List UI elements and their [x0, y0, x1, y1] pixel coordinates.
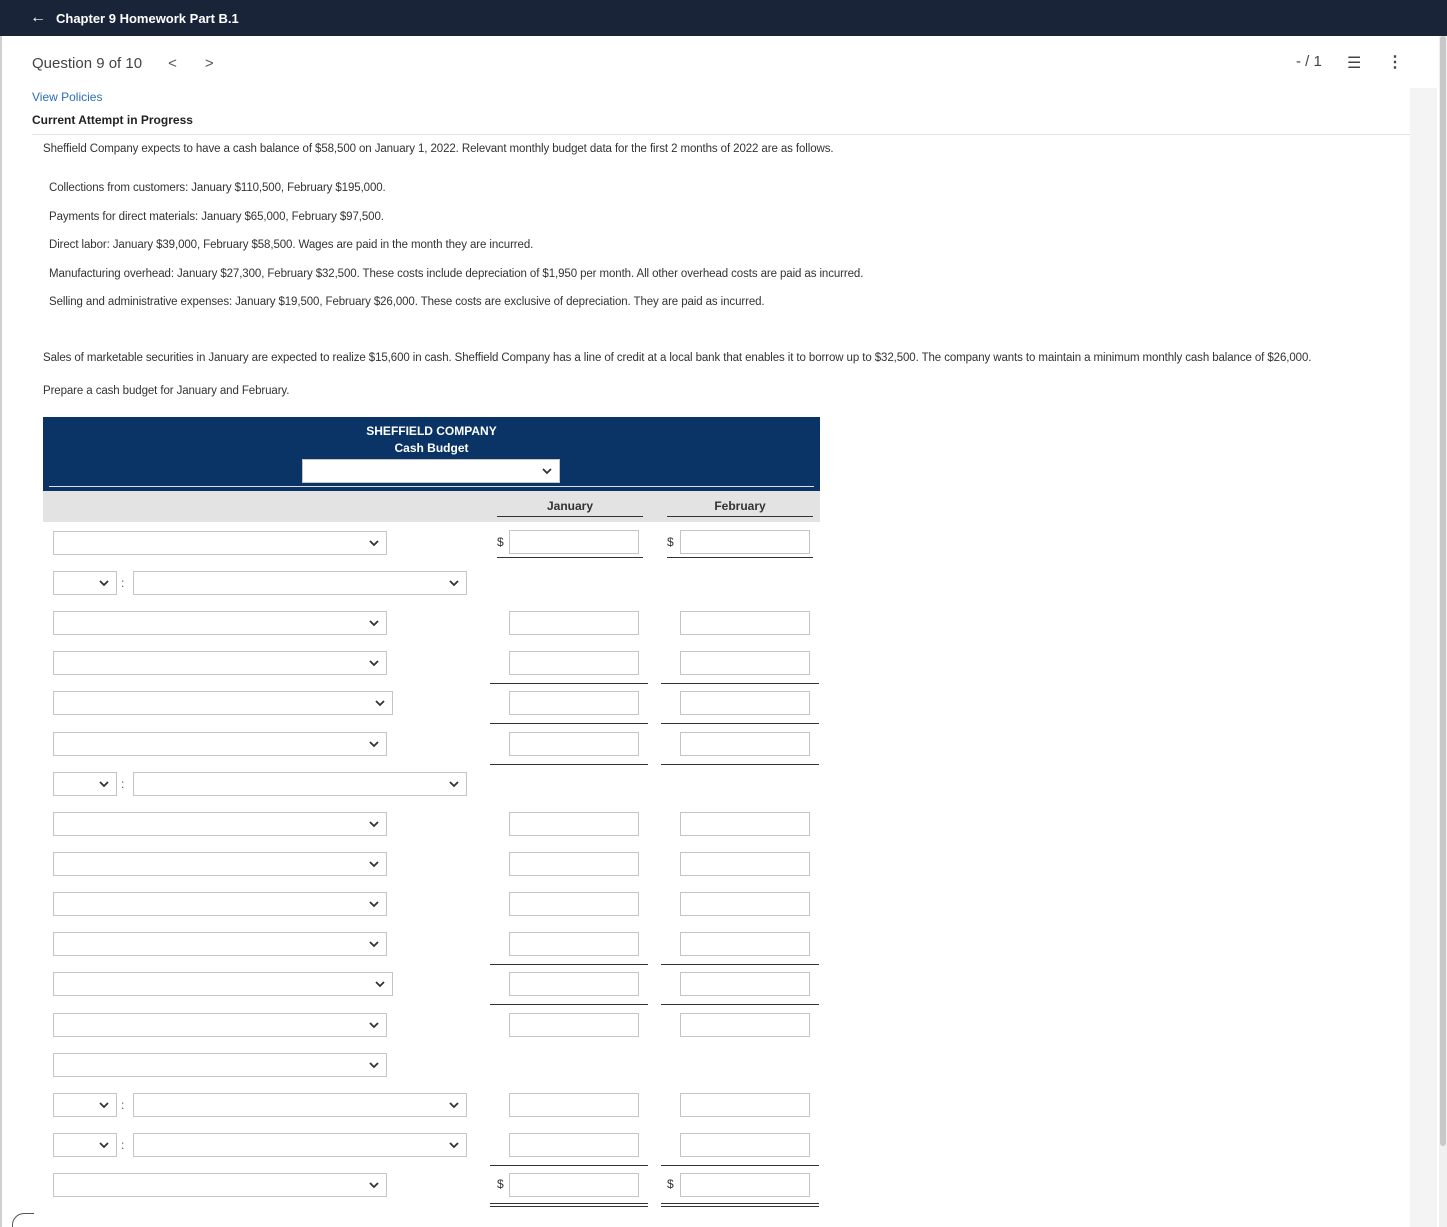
financing-item-select[interactable]: [133, 1133, 467, 1157]
problem-intro: Sheffield Company expects to have a cash balance of $58,500 on January 1, 2022. Relevant monthly budget data for the first 2 months of 2022 are as follows.: [43, 143, 834, 155]
february-amount-input[interactable]: [680, 1093, 810, 1117]
currency-symbol: $: [667, 1177, 674, 1191]
chevron-down-icon: [374, 977, 386, 991]
underline: [490, 723, 648, 724]
question-counter: Question 9 of 10: [32, 54, 143, 72]
view-policies-link[interactable]: View Policies: [32, 90, 103, 104]
section-heading-select[interactable]: [133, 571, 467, 595]
underline: [490, 964, 648, 965]
chevron-down-icon: [368, 616, 380, 630]
double-underline: [661, 1206, 819, 1207]
february-amount-input[interactable]: [680, 1173, 810, 1197]
chevron-down-icon: [368, 857, 380, 871]
score-display: - / 1: [1296, 53, 1322, 70]
underline: [667, 557, 813, 558]
chevron-down-icon: [98, 777, 110, 791]
underline: [490, 1004, 648, 1005]
section-heading-select[interactable]: [133, 772, 467, 796]
january-amount-input[interactable]: [509, 530, 639, 554]
chevron-down-icon: [368, 536, 380, 550]
back-arrow-icon[interactable]: ←: [30, 9, 46, 26]
assignment-title: Chapter 9 Homework Part B.1: [56, 10, 239, 26]
problem-task: Prepare a cash budget for January and February.: [43, 385, 290, 397]
chevron-down-icon: [368, 656, 380, 670]
currency-symbol: $: [497, 535, 504, 549]
double-underline: [490, 1203, 648, 1204]
chevron-down-icon: [368, 897, 380, 911]
colon-separator: :: [121, 1098, 125, 1112]
data-item: Selling and administrative expenses: January $19,500, February $26,000. These costs are exclusive of depreciation. They are paid as incurred.: [49, 296, 765, 308]
underline: [661, 1165, 819, 1166]
double-underline: [490, 1206, 648, 1207]
chevron-down-icon: [368, 1178, 380, 1192]
chevron-down-icon: [368, 1058, 380, 1072]
company-name: SHEFFIELD COMPANY: [366, 424, 497, 438]
chevron-down-icon: [448, 1098, 460, 1112]
february-amount-input[interactable]: [680, 651, 810, 675]
data-item: Direct labor: January $39,000, February $58,500. Wages are paid in the month they are incurred.: [49, 239, 534, 251]
underline: [661, 764, 819, 765]
january-amount-input[interactable]: [509, 691, 639, 715]
problem-securities: Sales of marketable securities in January are expected to realize $15,600 in cash. Sheffield Company has a line of credit at a local bank that enables it to borrow up to $32,500. The company wants to maintain a minimum monthly cash balance of $26,000.: [43, 352, 1312, 364]
row-label-select[interactable]: [53, 932, 387, 956]
january-amount-input[interactable]: [509, 1133, 639, 1157]
data-item: Payments for direct materials: January $65,000, February $97,500.: [49, 211, 384, 223]
row-label-select[interactable]: [53, 812, 387, 836]
chevron-down-icon: [374, 696, 386, 710]
row-label-select[interactable]: [53, 691, 393, 715]
row-label-select[interactable]: [53, 1053, 387, 1077]
underline: [490, 764, 648, 765]
attempt-status: Current Attempt in Progress: [32, 113, 193, 127]
colon-separator: :: [121, 576, 125, 590]
row-label-select[interactable]: [53, 972, 393, 996]
chevron-down-icon: [448, 576, 460, 590]
february-amount-input[interactable]: [680, 932, 810, 956]
january-amount-input[interactable]: [509, 732, 639, 756]
data-item: Collections from customers: January $110,500, February $195,000.: [49, 182, 386, 194]
prev-question-button[interactable]: <: [168, 54, 177, 72]
chevron-down-icon: [541, 464, 553, 478]
underline: [661, 964, 819, 965]
next-question-button[interactable]: >: [204, 54, 214, 72]
currency-symbol: $: [497, 1177, 504, 1191]
january-amount-input[interactable]: [509, 1093, 639, 1117]
underline: [661, 1004, 819, 1005]
january-amount-input[interactable]: [509, 812, 639, 836]
column-header-rule: [497, 516, 643, 517]
column-header-february: February: [714, 499, 766, 513]
row-label-select[interactable]: [53, 531, 387, 555]
chevron-down-icon: [98, 576, 110, 590]
january-amount-input[interactable]: [509, 651, 639, 675]
chevron-down-icon: [368, 737, 380, 751]
budget-title: Cash Budget: [394, 441, 469, 455]
colon-separator: :: [121, 777, 125, 791]
chevron-down-icon: [368, 817, 380, 831]
question-list-icon[interactable]: ☰: [1347, 55, 1362, 72]
section-prefix-select[interactable]: [53, 571, 117, 595]
currency-symbol: $: [667, 535, 674, 549]
underline: [490, 683, 648, 684]
february-amount-input[interactable]: [680, 812, 810, 836]
chevron-down-icon: [98, 1098, 110, 1112]
row-label-select[interactable]: [53, 732, 387, 756]
question-header: [32, 50, 214, 76]
row-label-select[interactable]: [53, 651, 387, 675]
january-amount-input[interactable]: [509, 1173, 639, 1197]
divider: [32, 134, 1410, 135]
chevron-down-icon: [98, 1138, 110, 1152]
february-amount-input[interactable]: [680, 1013, 810, 1037]
chevron-down-icon: [448, 1138, 460, 1152]
january-amount-input[interactable]: [509, 1013, 639, 1037]
row-label-select[interactable]: [53, 611, 387, 635]
help-widget-edge[interactable]: [12, 1213, 34, 1227]
data-item: Manufacturing overhead: January $27,300, February $32,500. These costs include depreciation of $1,950 per month. All other overhead costs are paid as incurred.: [49, 268, 864, 280]
january-amount-input[interactable]: [509, 972, 639, 996]
february-amount-input[interactable]: [680, 892, 810, 916]
row-label-select[interactable]: [53, 1013, 387, 1037]
february-amount-input[interactable]: [680, 852, 810, 876]
february-amount-input[interactable]: [680, 1133, 810, 1157]
section-prefix-select[interactable]: [53, 772, 117, 796]
chevron-down-icon: [448, 777, 460, 791]
period-select[interactable]: [302, 459, 560, 483]
header-rule: [49, 486, 814, 487]
row-label-select[interactable]: [53, 1173, 387, 1197]
january-amount-input[interactable]: [509, 611, 639, 635]
underline: [661, 683, 819, 684]
january-amount-input[interactable]: [509, 852, 639, 876]
underline: [661, 723, 819, 724]
january-amount-input[interactable]: [509, 892, 639, 916]
right-gutter: [1410, 88, 1437, 1227]
chevron-down-icon: [368, 1018, 380, 1032]
february-amount-input[interactable]: [680, 972, 810, 996]
column-header-january: January: [546, 499, 594, 513]
february-amount-input[interactable]: [680, 611, 810, 635]
double-underline: [661, 1203, 819, 1204]
section-prefix-select[interactable]: [53, 1133, 117, 1157]
underline: [490, 1165, 648, 1166]
row-label-select[interactable]: [53, 852, 387, 876]
more-options-icon[interactable]: ⋮: [1387, 54, 1403, 71]
chevron-down-icon: [368, 937, 380, 951]
colon-separator: :: [121, 1138, 125, 1152]
february-amount-input[interactable]: [680, 732, 810, 756]
frame-border: [0, 36, 2, 1227]
scrollbar-thumb[interactable]: [1440, 36, 1446, 1146]
underline: [497, 557, 643, 558]
february-amount-input[interactable]: [680, 691, 810, 715]
february-amount-input[interactable]: [680, 530, 810, 554]
row-label-select[interactable]: [53, 892, 387, 916]
top-bar: [0, 0, 1447, 36]
january-amount-input[interactable]: [509, 932, 639, 956]
section-prefix-select[interactable]: [53, 1093, 117, 1117]
column-header-rule: [667, 516, 813, 517]
financing-item-select[interactable]: [133, 1093, 467, 1117]
